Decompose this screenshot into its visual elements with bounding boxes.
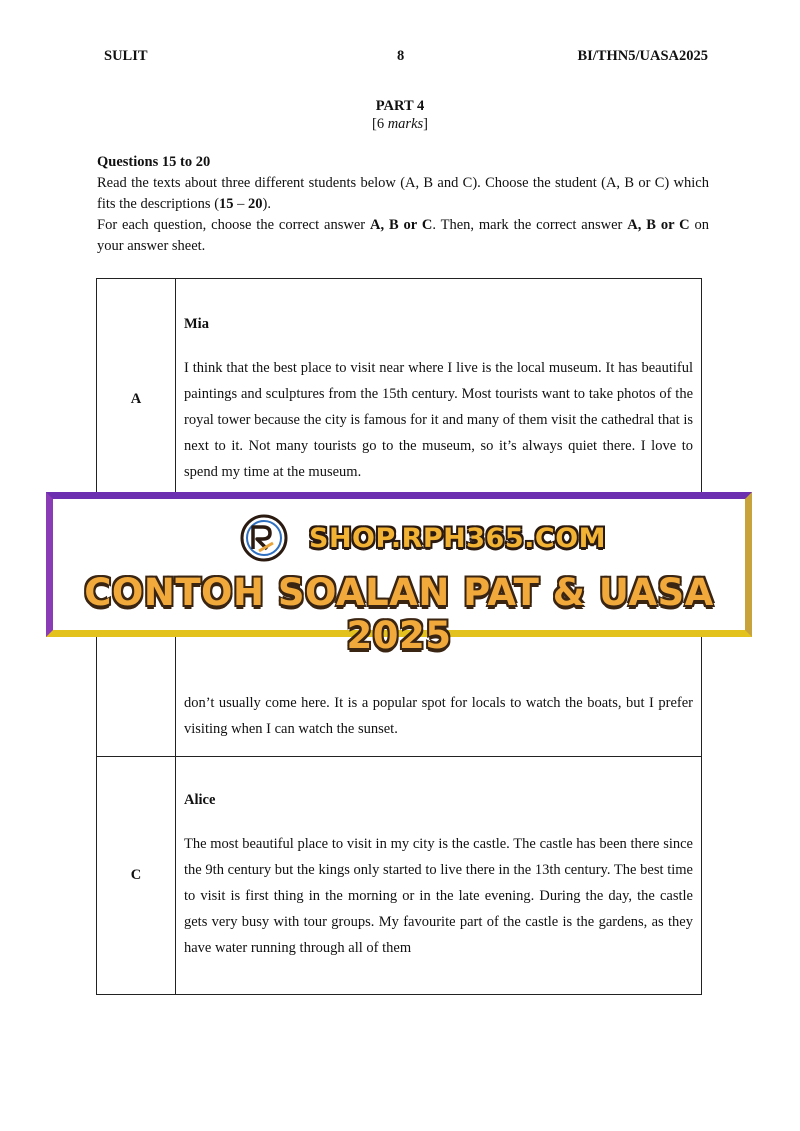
text-row-c (97, 757, 702, 995)
paper-code: BI/THN5/UASA2025 (577, 48, 708, 64)
part-title: PART 4 (375, 98, 425, 114)
page-number: 8 (397, 48, 405, 64)
instructions (97, 152, 709, 257)
option-letter-c: C (97, 757, 176, 995)
instruction-line-1: Read the texts about three different students below (A, B and C). Choose the student (A, B or C) which fits the descriptions (15 – 20). (97, 175, 709, 212)
student-text-c: The most beautiful place to visit in my city is the castle. The castle has been there since the 9th century but the kings only started to live there in the 13th century. The best time to visit is first thing in the morning or in the late evening. During the day, the castle gets very busy with tour groups. My favourite part of the castle is the gardens, as they have water running through all of them (184, 836, 693, 956)
banner-headline: CONTOH SOALAN PAT & UASA 2025 (84, 571, 714, 657)
rph365-logo-icon (239, 513, 289, 563)
student-name-c: Alice (184, 792, 216, 808)
text-a-content (176, 279, 702, 520)
part-marks: [6 marks] (371, 116, 428, 132)
watermark-banner (46, 492, 752, 657)
instruction-line-2: For each question, choose the correct answer A, B or C. Then, mark the correct answer A, B or C on your answer sheet. (97, 217, 709, 254)
questions-heading: Questions 15 to 20 (97, 154, 211, 170)
text-c-content (176, 757, 702, 995)
student-text-b: don’t usually come here. It is a popular spot for locals to watch the boats, but I prefer visiting when I can watch the sunset. (184, 695, 693, 737)
shop-url: SHOP.RPH365.COM (309, 523, 607, 554)
option-letter-a: A (97, 279, 176, 520)
header-classification: SULIT (104, 48, 148, 64)
page-header (0, 48, 800, 68)
student-text-a: I think that the best place to visit near where I live is the local museum. It has beautiful paintings and sculptures from the 15th century. Most tourists want to take photos of the royal tower because the city is famous for it and many of them visit the cathedral that is next to it. Not many tourists go to the museum, so it’s always quiet there. I love to spend my time at the museum. (184, 359, 693, 480)
text-row-a (97, 279, 702, 520)
student-name-a: Mia (184, 315, 209, 332)
